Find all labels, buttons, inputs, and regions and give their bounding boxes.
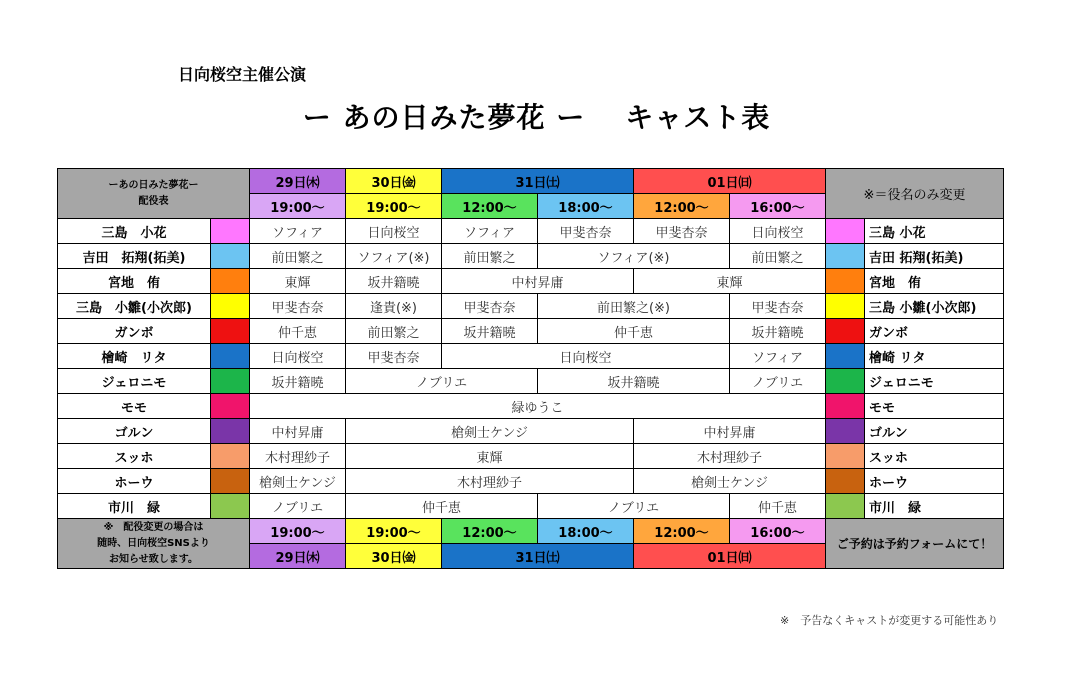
cast-row <box>58 494 1004 519</box>
footer-date-29: 29日㈭ <box>250 544 346 569</box>
role-color-swatch-right <box>826 394 865 419</box>
role-color-swatch <box>211 394 250 419</box>
cast-cell: 甲斐杏奈 <box>250 294 346 319</box>
role-name: 檜崎 リタ <box>58 344 211 369</box>
title-cast-table: キャスト表 <box>625 101 771 134</box>
cast-row <box>58 369 1004 394</box>
date-29: 29日㈭ <box>250 169 346 194</box>
role-color-swatch <box>211 369 250 394</box>
footer-date-31: 31日㈯ <box>442 544 634 569</box>
role-color-swatch-right <box>826 419 865 444</box>
role-name-right: 吉田 拓翔(拓美) <box>865 244 1004 269</box>
footer-date-30: 30日㈮ <box>346 544 442 569</box>
cast-cell: 逢貴(※) <box>346 294 442 319</box>
footer-time-01-matinee: 12:00〜 <box>634 519 730 544</box>
corner-label-bottom: 配役表 <box>138 195 169 207</box>
role-color-swatch-right <box>826 244 865 269</box>
role-name-right: ジェロニモ <box>865 369 1004 394</box>
cast-row <box>58 469 1004 494</box>
cast-cell: 坂井籍曉 <box>730 319 826 344</box>
time-31-matinee: 12:00〜 <box>442 194 538 219</box>
role-name: ジェロニモ <box>58 369 211 394</box>
cast-cell: 槍剣士ケンジ <box>250 469 346 494</box>
role-name: 吉田 拓翔(拓美) <box>58 244 211 269</box>
cast-cell: 仲千恵 <box>250 319 346 344</box>
role-color-swatch <box>211 344 250 369</box>
cast-cell: 中村昇庸 <box>250 419 346 444</box>
role-color-swatch-right <box>826 469 865 494</box>
cast-row <box>58 319 1004 344</box>
cast-cell: ノブリエ <box>730 369 826 394</box>
cast-cell: 日向桜空 <box>346 219 442 244</box>
title-show-name: ー あの日みた夢花 ー <box>302 101 586 134</box>
role-name-right: 市川 緑 <box>865 494 1004 519</box>
role-name-right: 宮地 侑 <box>865 269 1004 294</box>
role-change-note: ※＝役名のみ変更 <box>826 169 1004 219</box>
cast-cell: ソフィア(※) <box>346 244 442 269</box>
change-notice-line2: 随時、日向桜空SNSより <box>97 537 210 549</box>
cast-cell: ノブリエ <box>538 494 730 519</box>
role-color-swatch <box>211 244 250 269</box>
role-color-swatch <box>211 219 250 244</box>
cast-cell: 日向桜空 <box>250 344 346 369</box>
role-name: ホーウ <box>58 469 211 494</box>
cast-cell: 甲斐杏奈 <box>538 219 634 244</box>
cast-cell: ソフィア <box>442 219 538 244</box>
change-notice-line1: ※ 配役変更の場合は <box>103 521 204 533</box>
cast-cell: 前田繁之 <box>250 244 346 269</box>
role-name-right: ホーウ <box>865 469 1004 494</box>
change-notice <box>58 519 250 569</box>
date-01: 01日㈰ <box>634 169 826 194</box>
footer-time-30: 19:00〜 <box>346 519 442 544</box>
cast-row <box>58 244 1004 269</box>
cast-row <box>58 419 1004 444</box>
cast-cell: ノブリエ <box>250 494 346 519</box>
reservation-note: ご予約は予約フォームにて！ <box>826 519 1004 569</box>
cast-cell: 中村昇庸 <box>442 269 634 294</box>
cast-row <box>58 294 1004 319</box>
corner-label-top: ーあの日みた夢花ー <box>108 179 199 191</box>
corner-label <box>58 169 250 219</box>
role-color-swatch-right <box>826 494 865 519</box>
cast-cell: 東輝 <box>346 444 634 469</box>
footnote: ※ 予告なくキャストが変更する可能性あり <box>780 614 999 627</box>
role-color-swatch-right <box>826 294 865 319</box>
role-name-right: スッホ <box>865 444 1004 469</box>
role-color-swatch-right <box>826 344 865 369</box>
role-color-swatch-right <box>826 269 865 294</box>
cast-cell: 坂井籍曉 <box>442 319 538 344</box>
cast-cell: 木村理紗子 <box>250 444 346 469</box>
cast-row <box>58 219 1004 244</box>
page-title <box>0 96 1073 136</box>
time-01-matinee: 12:00〜 <box>634 194 730 219</box>
role-color-swatch-right <box>826 319 865 344</box>
cast-cell: 仲千恵 <box>538 319 730 344</box>
footer-time-31-matinee: 12:00〜 <box>442 519 538 544</box>
date-31: 31日㈯ <box>442 169 634 194</box>
cast-row <box>58 444 1004 469</box>
cast-cell: 甲斐杏奈 <box>730 294 826 319</box>
role-name-right: 三島 小花 <box>865 219 1004 244</box>
cast-cell: 日向桜空 <box>730 219 826 244</box>
role-name: モモ <box>58 394 211 419</box>
role-name-right: モモ <box>865 394 1004 419</box>
cast-cell: 坂井籍曉 <box>250 369 346 394</box>
role-name: 宮地 侑 <box>58 269 211 294</box>
cast-cell: 仲千恵 <box>346 494 538 519</box>
cast-cell: 前田繁之(※) <box>538 294 730 319</box>
role-name-right: ゴルン <box>865 419 1004 444</box>
cast-cell: ソフィア(※) <box>538 244 730 269</box>
footer-time-29: 19:00〜 <box>250 519 346 544</box>
role-name-right: ガンボ <box>865 319 1004 344</box>
time-31-evening: 18:00〜 <box>538 194 634 219</box>
time-01-evening: 16:00〜 <box>730 194 826 219</box>
organizer-title: 日向桜空主催公演 <box>178 65 307 84</box>
role-name: スッホ <box>58 444 211 469</box>
time-29: 19:00〜 <box>250 194 346 219</box>
cast-cell: 木村理紗子 <box>346 469 634 494</box>
cast-cell: 槍剣士ケンジ <box>634 469 826 494</box>
role-name: ガンボ <box>58 319 211 344</box>
cast-cell: ノブリエ <box>346 369 538 394</box>
cast-cell: 前田繁之 <box>730 244 826 269</box>
cast-cell: 仲千恵 <box>730 494 826 519</box>
cast-cell: 東輝 <box>634 269 826 294</box>
role-color-swatch <box>211 444 250 469</box>
role-name: 三島 小花 <box>58 219 211 244</box>
role-name-right: 檜崎 リタ <box>865 344 1004 369</box>
cast-cell: ソフィア <box>730 344 826 369</box>
role-color-swatch <box>211 419 250 444</box>
date-30: 30日㈮ <box>346 169 442 194</box>
role-color-swatch-right <box>826 444 865 469</box>
role-color-swatch-right <box>826 219 865 244</box>
cast-row <box>58 344 1004 369</box>
role-color-swatch-right <box>826 369 865 394</box>
cast-row <box>58 269 1004 294</box>
role-name: 市川 緑 <box>58 494 211 519</box>
footer-time-31-evening: 18:00〜 <box>538 519 634 544</box>
cast-cell: 日向桜空 <box>442 344 730 369</box>
role-color-swatch <box>211 294 250 319</box>
role-color-swatch <box>211 494 250 519</box>
footer-time-01-evening: 16:00〜 <box>730 519 826 544</box>
footer-date-01: 01日㈰ <box>634 544 826 569</box>
role-name-right: 三島 小雛(小次郎) <box>865 294 1004 319</box>
change-notice-line3: お知らせ致します。 <box>109 553 198 565</box>
cast-cell: 甲斐杏奈 <box>442 294 538 319</box>
cast-table <box>57 168 1004 569</box>
role-color-swatch <box>211 319 250 344</box>
cast-cell: 木村理紗子 <box>634 444 826 469</box>
cast-cell: 甲斐杏奈 <box>634 219 730 244</box>
cast-cell: 東輝 <box>250 269 346 294</box>
cast-cell: 坂井籍曉 <box>538 369 730 394</box>
role-name: 三島 小雛(小次郎) <box>58 294 211 319</box>
cast-cell: 中村昇庸 <box>634 419 826 444</box>
cast-cell: ソフィア <box>250 219 346 244</box>
cast-row <box>58 394 1004 419</box>
role-color-swatch <box>211 469 250 494</box>
cast-cell: 前田繁之 <box>442 244 538 269</box>
cast-cell: 前田繁之 <box>346 319 442 344</box>
cast-cell: 緑ゆうこ <box>250 394 826 419</box>
cast-cell: 槍剣士ケンジ <box>346 419 634 444</box>
time-30: 19:00〜 <box>346 194 442 219</box>
role-color-swatch <box>211 269 250 294</box>
cast-cell: 甲斐杏奈 <box>346 344 442 369</box>
cast-cell: 坂井籍曉 <box>346 269 442 294</box>
role-name: ゴルン <box>58 419 211 444</box>
